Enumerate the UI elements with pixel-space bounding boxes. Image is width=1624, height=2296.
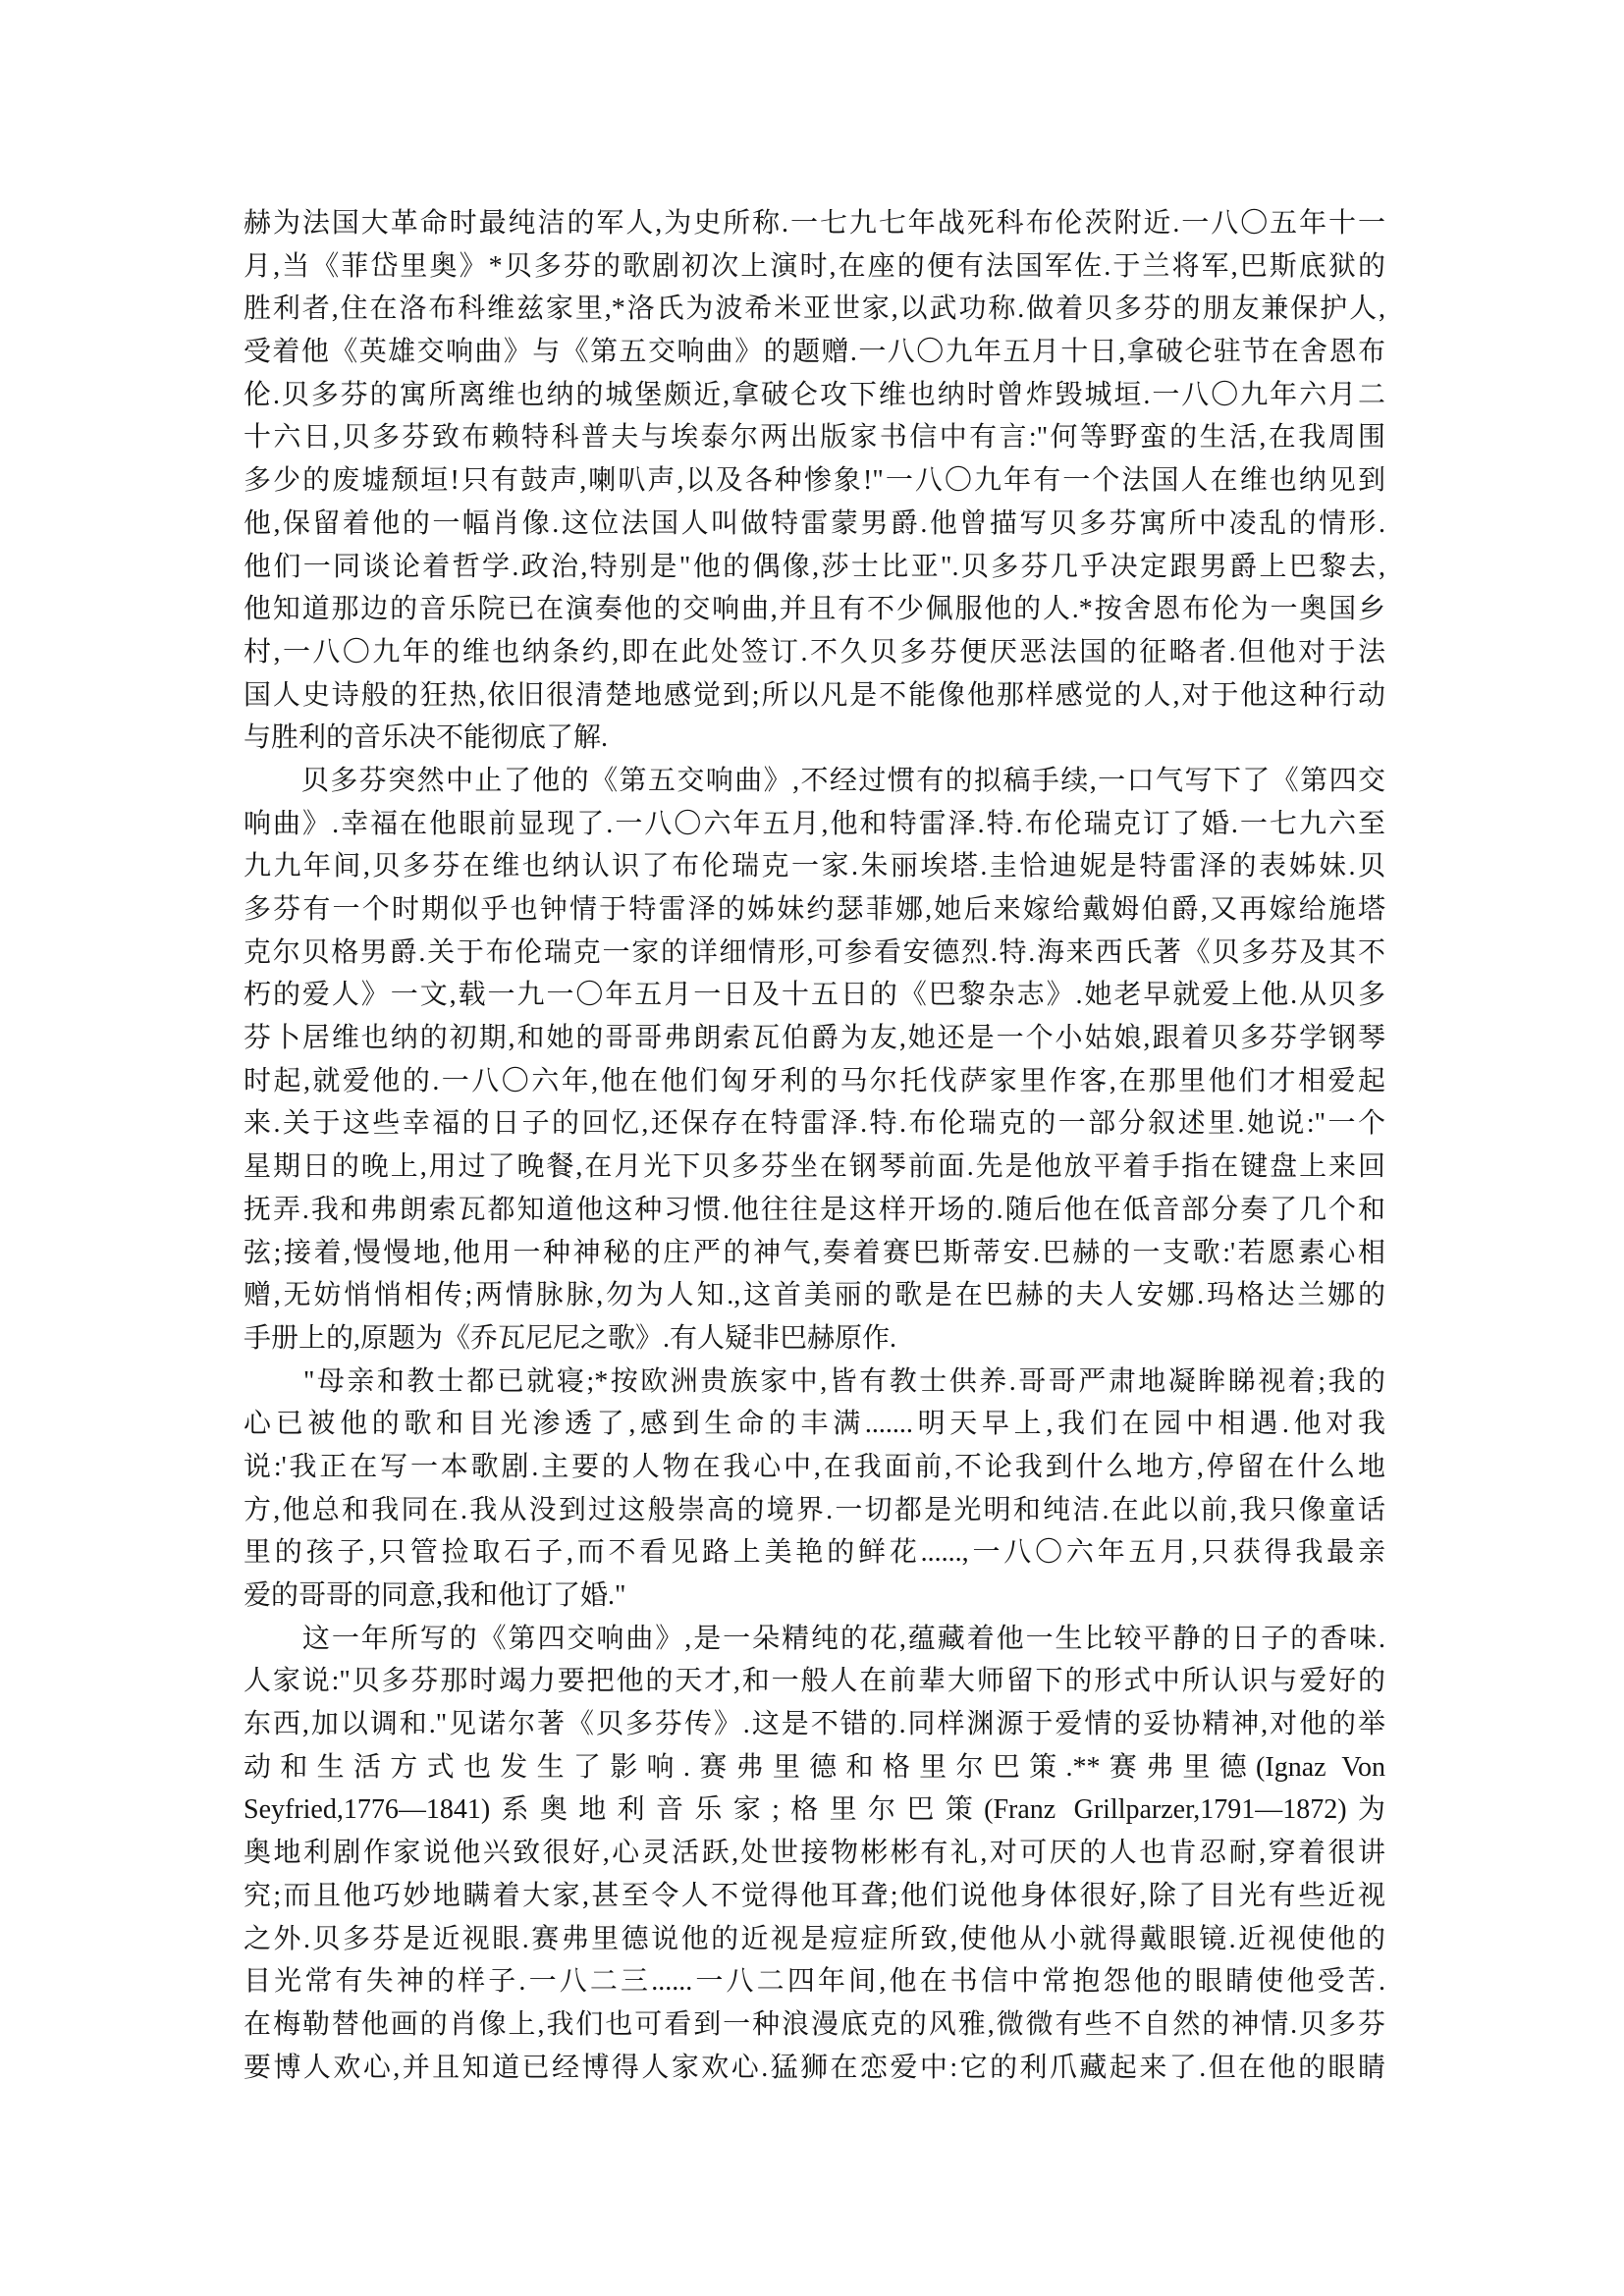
text-line: 要博人欢心,并且知道已经博得人家欢心.猛狮在恋爱中:它的利爪藏起来了.但在他的眼睛 bbox=[244, 2052, 1385, 2083]
text-line: 心已被他的歌和目光渗透了,感到生命的丰满.......明天早上,我们在园中相遇.他对我 bbox=[244, 1409, 1385, 1440]
text-line: 克尔贝格男爵.关于布伦瑞克一家的详细情形,可参看安德烈.特.海来西氏著《贝多芬及其不 bbox=[244, 936, 1385, 968]
text-line: 之外.贝多芬是近视眼.赛弗里德说他的近视是痘症所致,使他从小就得戴眼镜.近视使他的 bbox=[244, 1923, 1385, 1954]
paragraph-3 bbox=[244, 1361, 1385, 1618]
paragraph-4 bbox=[244, 1618, 1385, 2090]
text-line: Seyfried,1776—1841)系奥地利音乐家;格里尔巴策(Franz Grillparzer,1791—1872)为 bbox=[244, 1794, 1385, 1826]
text-line: 芬卜居维也纳的初期,和她的哥哥弗朗索瓦伯爵为友,她还是一个小姑娘,跟着贝多芬学钢琴 bbox=[244, 1023, 1385, 1054]
text-line: 东西,加以调和."见诺尔著《贝多芬传》.这是不错的.同样渊源于爱情的妥协精神,对他的举 bbox=[244, 1709, 1385, 1740]
text-line: 方,他总和我同在.我从没到过这般崇高的境界.一切都是光明和纯洁.在此以前,我只像童话 bbox=[244, 1494, 1385, 1525]
text-line: 赠,无妨悄悄相传;两情脉脉,勿为人知.,这首美丽的歌是在巴赫的夫人安娜.玛格达兰娜的 bbox=[244, 1280, 1385, 1311]
text-line: 在梅勒替他画的肖像上,我们也可看到一种浪漫底克的风雅,微微有些不自然的神情.贝多芬 bbox=[244, 2008, 1385, 2040]
text-line: 贝多芬突然中止了他的《第五交响曲》,不经过惯有的拟稿手续,一口气写下了《第四交 bbox=[244, 765, 1385, 796]
text-line: 弦;接着,慢慢地,他用一种神秘的庄严的神气,奏着赛巴斯蒂安.巴赫的一支歌:'若愿素心相 bbox=[244, 1237, 1385, 1268]
paragraph-1 bbox=[244, 202, 1385, 760]
text-line: 说:'我正在写一本歌剧.主要的人物在我心中,在我面前,不论我到什么地方,停留在什么地 bbox=[244, 1451, 1385, 1482]
text-line: 究;而且他巧妙地瞒着大家,甚至令人不觉得他耳聋;他们说他身体很好,除了目光有些近视 bbox=[244, 1880, 1385, 1911]
text-line: 手册上的,原题为《乔瓦尼尼之歌》.有人疑非巴赫原作. bbox=[244, 1322, 897, 1354]
text-line: 九九年间,贝多芬在维也纳认识了布伦瑞克一家.朱丽埃塔.圭恰迪妮是特雷泽的表姊妹.贝 bbox=[244, 851, 1385, 882]
text-line: 赫为法国大革命时最纯洁的军人,为史所称.一七九七年战死科布伦茨附近.一八〇五年十一 bbox=[244, 208, 1385, 239]
text-line: 时起,就爱他的.一八〇六年,他在他们匈牙利的马尔托伐萨家里作客,在那里他们才相爱起 bbox=[244, 1065, 1385, 1096]
text-line: "母亲和教士都已就寝;*按欧洲贵族家中,皆有教士供养.哥哥严肃地凝眸睇视着;我的 bbox=[244, 1365, 1385, 1397]
text-line: 他们一同谈论着哲学.政治,特别是"他的偶像,莎士比亚".贝多芬几乎决定跟男爵上巴黎去, bbox=[244, 551, 1385, 582]
text-column bbox=[244, 202, 1385, 2089]
text-line: 伦.贝多芬的寓所离维也纳的城堡颇近,拿破仑攻下维也纳时曾炸毁城垣.一八〇九年六月二 bbox=[244, 379, 1385, 410]
text-line: 他,保留着他的一幅肖像.这位法国人叫做特雷蒙男爵.他曾描写贝多芬寓所中凌乱的情形. bbox=[244, 507, 1385, 539]
text-line: 朽的爱人》一文,载一九一〇年五月一日及十五日的《巴黎杂志》.她老早就爱上他.从贝多 bbox=[244, 980, 1385, 1011]
text-line: 动和生活方式也发生了影响.赛弗里德和格里尔巴策.**赛弗里德(Ignaz Von bbox=[244, 1751, 1385, 1783]
text-line: 受着他《英雄交响曲》与《第五交响曲》的题赠.一八〇九年五月十日,拿破仑驻节在舍恩布 bbox=[244, 337, 1385, 368]
text-line: 村,一八〇九年的维也纳条约,即在此处签订.不久贝多芬便厌恶法国的征略者.但他对于法 bbox=[244, 636, 1385, 667]
paragraph-2 bbox=[244, 760, 1385, 1361]
text-line: 抚弄.我和弗朗索瓦都知道他这种习惯.他往往是这样开场的.随后他在低音部分奏了几个和 bbox=[244, 1194, 1385, 1225]
text-line: 多少的废墟颓垣!只有鼓声,喇叭声,以及各种惨象!"一八〇九年有一个法国人在维也纳见到 bbox=[244, 465, 1385, 497]
text-line: 里的孩子,只管捡取石子,而不看见路上美艳的鲜花......,一八〇六年五月,只获得我最亲 bbox=[244, 1537, 1385, 1569]
text-line: 月,当《菲岱里奥》*贝多芬的歌剧初次上演时,在座的便有法国军佐.于兰将军,巴斯底狱的 bbox=[244, 250, 1385, 282]
text-line: 多芬有一个时期似乎也钟情于特雷泽的姊妹约瑟菲娜,她后来嫁给戴姆伯爵,又再嫁给施塔 bbox=[244, 894, 1385, 925]
text-line: 星期日的晚上,用过了晚餐,在月光下贝多芬坐在钢琴前面.先是他放平着手指在键盘上来回 bbox=[244, 1151, 1385, 1183]
text-line: 来.关于这些幸福的日子的回忆,还保存在特雷泽.特.布伦瑞克的一部分叙述里.她说:"一个 bbox=[244, 1108, 1385, 1140]
text-line: 人家说:"贝多芬那时竭力要把他的天才,和一般人在前辈大师留下的形式中所认识与爱好的 bbox=[244, 1666, 1385, 1697]
text-line: 爱的哥哥的同意,我和他订了婚." bbox=[244, 1580, 626, 1611]
text-line: 这一年所写的《第四交响曲》,是一朵精纯的花,蕴藏着他一生比较平静的日子的香味. bbox=[244, 1623, 1385, 1654]
text-line: 胜利者,住在洛布科维兹家里,*洛氏为波希米亚世家,以武功称.做着贝多芬的朋友兼保护人, bbox=[244, 294, 1385, 325]
text-line: 国人史诗般的狂热,依旧很清楚地感觉到;所以凡是不能像他那样感觉的人,对于他这种行动 bbox=[244, 679, 1385, 711]
text-line: 响曲》.幸福在他眼前显现了.一八〇六年五月,他和特雷泽.特.布伦瑞克订了婚.一七九六至 bbox=[244, 808, 1385, 839]
text-line: 目光常有失神的样子.一八二三......一八二四年间,他在书信中常抱怨他的眼睛使他受苦. bbox=[244, 1966, 1385, 1998]
text-line: 奥地利剧作家说他兴致很好,心灵活跃,处世接物彬彬有礼,对可厌的人也肯忍耐,穿着很讲 bbox=[244, 1838, 1385, 1869]
text-line: 他知道那边的音乐院已在演奏他的交响曲,并且有不少佩服他的人.*按舍恩布伦为一奥国乡 bbox=[244, 594, 1385, 625]
text-line: 与胜利的音乐决不能彻底了解. bbox=[244, 722, 609, 754]
text-line: 十六日,贝多芬致布赖特科普夫与埃泰尔两出版家书信中有言:"何等野蛮的生活,在我周围 bbox=[244, 422, 1385, 454]
